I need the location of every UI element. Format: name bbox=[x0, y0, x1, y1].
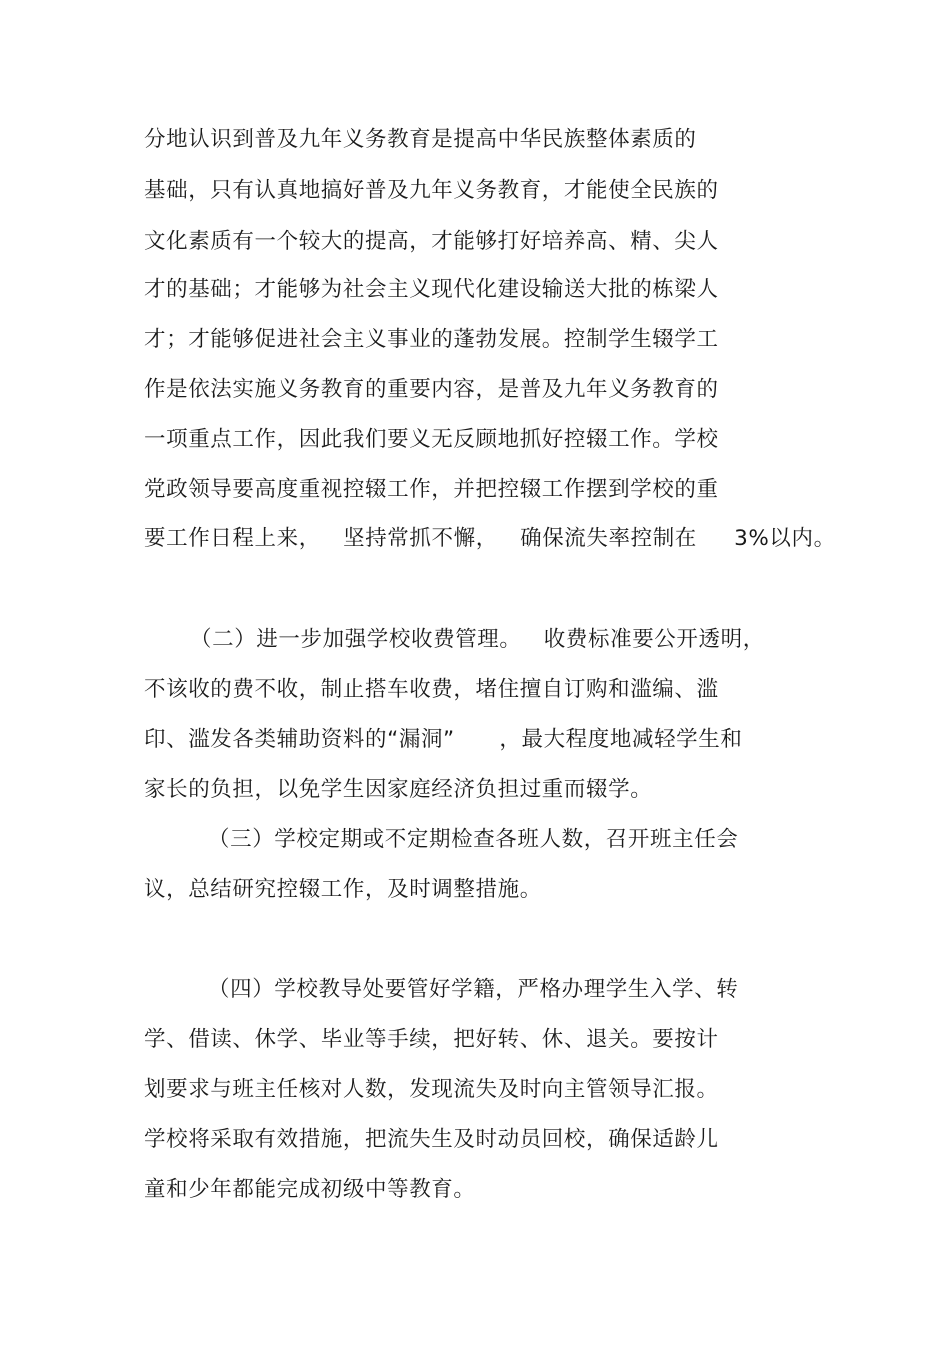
text-line: 作是依法实施义务教育的重要内容，是普及九年义务教育的 bbox=[144, 377, 719, 402]
text-line: 划要求与班主任核对人数，发现流失及时向主管领导汇报。 bbox=[144, 1077, 719, 1102]
text-line: （三）学校定期或不定期检查各班人数，召开班主任会 bbox=[208, 827, 739, 852]
text-line: 党政领导要高度重视控辍工作，并把控辍工作摆到学校的重 bbox=[144, 477, 719, 502]
text-line: 家长的负担，以免学生因家庭经济负担过重而辍学。 bbox=[144, 777, 653, 802]
text-line: 才的基础；才能够为社会主义现代化建设输送大批的栋梁人 bbox=[144, 277, 719, 302]
text-line: 印、滥发各类辅助资料的“漏洞” ，最大程度地减轻学生和 bbox=[144, 727, 743, 752]
text-line: 文化素质有一个较大的提高，才能够打好培养高、精、尖人 bbox=[144, 229, 719, 254]
text-line: 不该收的费不收，制止搭车收费，堵住擅自订购和滥编、滥 bbox=[144, 677, 719, 702]
text-line: 学校将采取有效措施，把流失生及时动员回校，确保适龄儿 bbox=[144, 1127, 719, 1152]
text-line: 才；才能够促进社会主义事业的蓬勃发展。控制学生辍学工 bbox=[144, 327, 719, 352]
text-line: （四）学校教导处要管好学籍，严格办理学生入学、转 bbox=[208, 977, 739, 1002]
text-line: 学、借读、休学、毕业等手续，把好转、休、退关。要按计 bbox=[144, 1027, 719, 1052]
text-line: 基础，只有认真地搞好普及九年义务教育，才能使全民族的 bbox=[144, 178, 719, 203]
text-line: 童和少年都能完成初级中等教育。 bbox=[144, 1177, 476, 1202]
text-line: 议，总结研究控辍工作，及时调整措施。 bbox=[144, 877, 542, 902]
text-line: 一项重点工作，因此我们要义无反顾地抓好控辍工作。学校 bbox=[144, 427, 719, 452]
text-line: 分地认识到普及九年义务教育是提高中华民族整体素质的 bbox=[144, 127, 697, 152]
text-line: 要工作日程上来， 坚持常抓不懈， 确保流失率控制在 3%以内。 bbox=[144, 526, 836, 551]
text-line: （二）进一步加强学校收费管理。 收费标准要公开透明， bbox=[190, 627, 765, 652]
